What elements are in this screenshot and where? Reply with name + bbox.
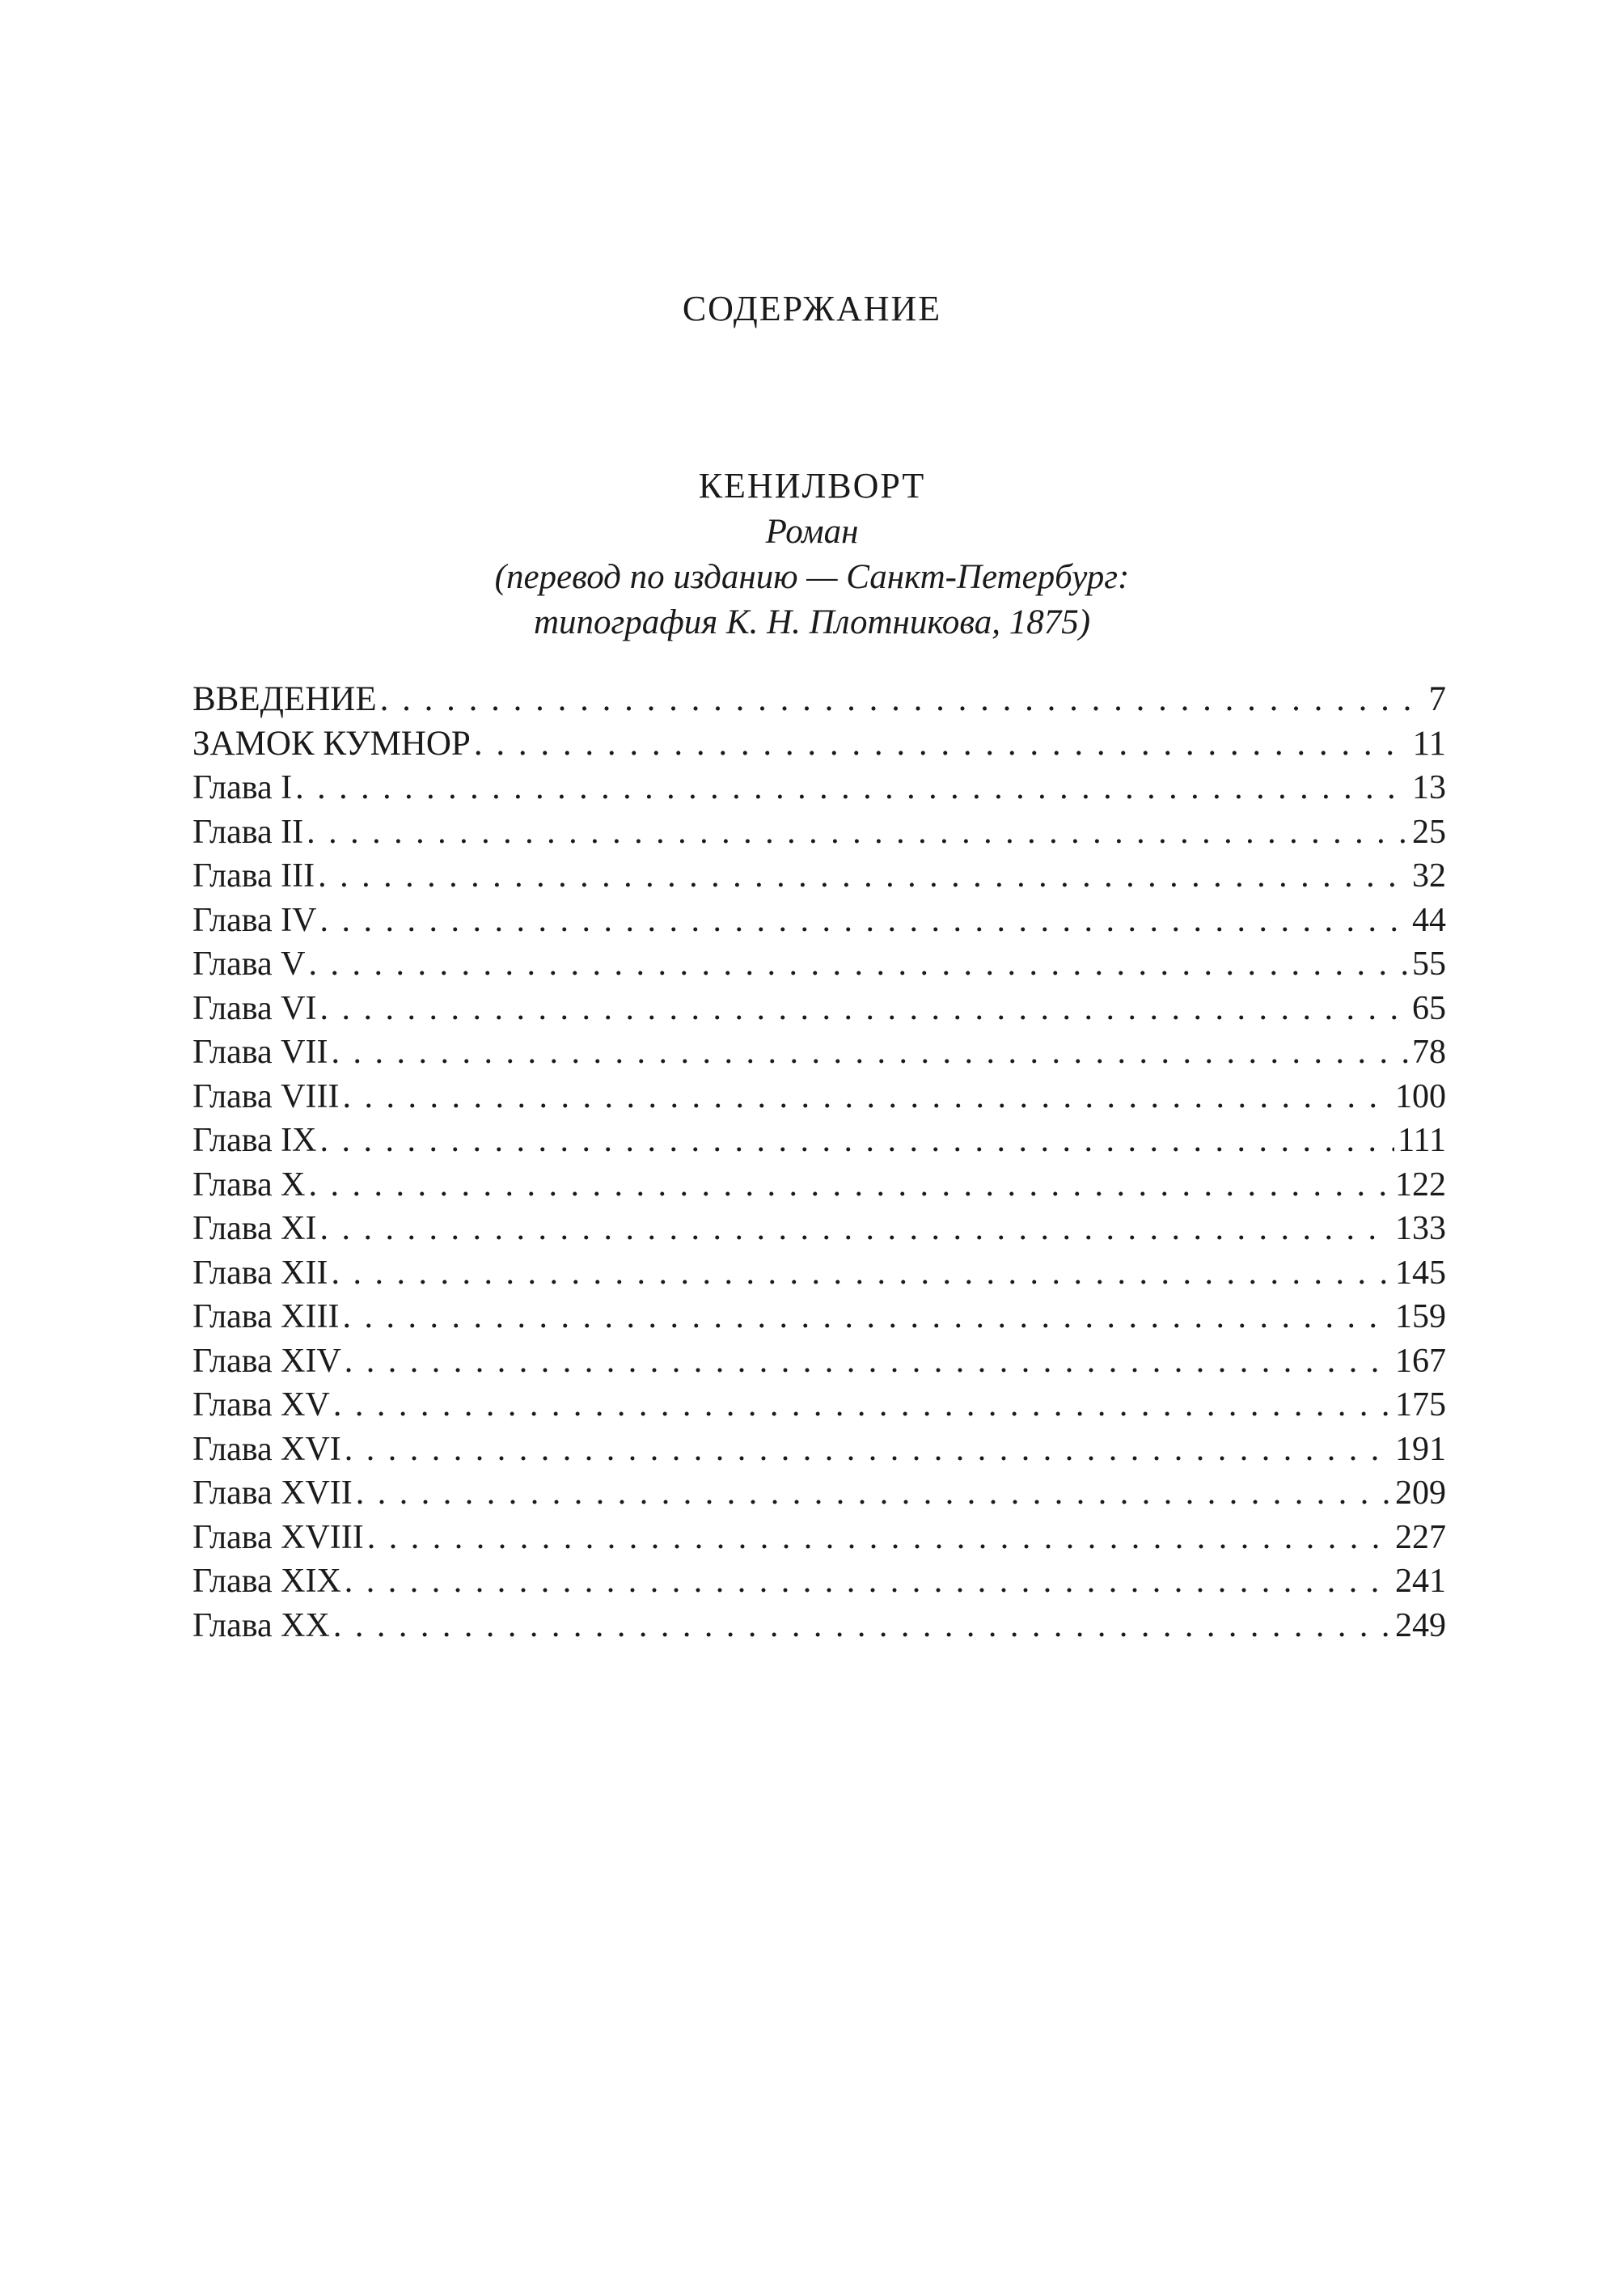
toc-entry-label: Глава XII <box>192 1254 328 1292</box>
toc-entry-page-number: 175 <box>1395 1386 1446 1424</box>
toc-dot-leader <box>307 810 1409 854</box>
toc-dot-leader <box>345 1559 1392 1603</box>
toc-entry[interactable] <box>192 1339 1446 1384</box>
toc-entry-label: Глава XIX <box>192 1563 341 1600</box>
toc-dot-leader <box>319 899 1409 942</box>
toc-entry-label: Глава III <box>192 857 315 895</box>
toc-entry-page-number: 191 <box>1395 1430 1446 1468</box>
toc-dot-leader <box>367 1516 1392 1559</box>
toc-entry-page-number: 122 <box>1395 1166 1446 1204</box>
toc-entry-page-number: 133 <box>1395 1210 1446 1247</box>
toc-dot-leader <box>318 854 1409 898</box>
toc-entry-label: Глава V <box>192 946 306 983</box>
toc-entry-label: Глава XV <box>192 1386 330 1424</box>
toc-entry[interactable] <box>192 854 1446 899</box>
toc-dot-leader <box>319 1207 1392 1250</box>
toc-entry[interactable] <box>192 1163 1446 1208</box>
toc-entry-page-number: 25 <box>1412 813 1446 851</box>
toc-entry-page-number: 78 <box>1412 1034 1446 1071</box>
toc-entry-page-number: 167 <box>1395 1342 1446 1380</box>
toc-entry-label: Глава IV <box>192 901 317 939</box>
toc-dot-leader <box>308 1163 1392 1207</box>
toc-entry-label: Глава I <box>192 769 293 806</box>
toc-entry-label: Глава XVIII <box>192 1518 364 1556</box>
toc-entry[interactable] <box>192 987 1446 1031</box>
toc-dot-leader <box>331 1251 1392 1295</box>
toc-dot-leader <box>380 678 1426 721</box>
toc-entry-label: Глава XIII <box>192 1298 340 1335</box>
toc-entry-page-number: 7 <box>1428 680 1446 718</box>
toc-entry[interactable] <box>192 1030 1446 1075</box>
toc-entry-label: Глава XX <box>192 1606 330 1644</box>
toc-entry-label: Глава XVII <box>192 1474 353 1512</box>
toc-entry-page-number: 209 <box>1395 1474 1446 1512</box>
toc-dot-leader <box>319 1119 1394 1162</box>
toc-dot-leader <box>345 1428 1392 1471</box>
toc-entry-label: ВВЕДЕНИЕ <box>192 680 377 718</box>
toc-entry[interactable] <box>192 1295 1446 1339</box>
toc-entry-page-number: 111 <box>1398 1122 1446 1159</box>
toc-entry[interactable] <box>192 1251 1446 1296</box>
toc-entry[interactable] <box>192 678 1446 722</box>
toc-entry-page-number: 32 <box>1412 857 1446 895</box>
toc-dot-leader <box>319 987 1409 1030</box>
toc-entry-page-number: 100 <box>1395 1077 1446 1115</box>
toc-entry[interactable] <box>192 766 1446 810</box>
toc-entry-label: Глава X <box>192 1166 306 1204</box>
work-note-line-2: типография К. Н. Плотникова, 1875) <box>533 603 1091 641</box>
toc-entry-page-number: 227 <box>1395 1518 1446 1556</box>
toc-dot-leader <box>295 766 1409 810</box>
toc-entry[interactable] <box>192 899 1446 943</box>
work-heading-block <box>0 463 1624 645</box>
toc-entry[interactable] <box>192 810 1446 855</box>
toc-entry-page-number: 65 <box>1412 989 1446 1027</box>
toc-entry[interactable] <box>192 1075 1446 1119</box>
toc-entry[interactable] <box>192 722 1446 767</box>
toc-dot-leader <box>345 1339 1392 1383</box>
toc-entry[interactable] <box>192 1428 1446 1472</box>
toc-entry-label: Глава XIV <box>192 1342 341 1380</box>
toc-entry-page-number: 145 <box>1395 1254 1446 1292</box>
toc-entry-label: Глава XVI <box>192 1430 341 1468</box>
toc-dot-leader <box>333 1383 1392 1427</box>
toc-entry-page-number: 249 <box>1395 1606 1446 1644</box>
toc-dot-leader <box>331 1030 1409 1074</box>
toc-entry[interactable] <box>192 942 1446 987</box>
toc-entry[interactable] <box>192 1604 1446 1648</box>
toc-dot-leader <box>333 1604 1392 1648</box>
toc-entry-label: Глава VII <box>192 1034 328 1071</box>
toc-entry[interactable] <box>192 1383 1446 1428</box>
toc-entry-label: Глава VI <box>192 989 317 1027</box>
toc-dot-leader <box>342 1295 1392 1339</box>
toc-entry[interactable] <box>192 1559 1446 1604</box>
toc-entry-label: Глава XI <box>192 1210 317 1247</box>
toc-entry[interactable] <box>192 1516 1446 1560</box>
work-note-line-1: (перевод по изданию — Санкт-Петербург: <box>494 558 1130 596</box>
work-genre: Роман <box>765 513 859 551</box>
table-of-contents <box>192 678 1446 1648</box>
toc-entry-label: ЗАМОК КУМНОР <box>192 724 471 763</box>
work-title: КЕНИЛВОРТ <box>698 466 926 506</box>
contents-heading: СОДЕРЖАНИЕ <box>682 289 942 328</box>
toc-entry[interactable] <box>192 1119 1446 1163</box>
toc-entry[interactable] <box>192 1207 1446 1251</box>
toc-entry-label: Глава VIII <box>192 1077 340 1115</box>
toc-entry-page-number: 55 <box>1412 946 1446 983</box>
toc-entry-page-number: 159 <box>1395 1298 1446 1335</box>
toc-dot-leader <box>342 1075 1392 1119</box>
toc-entry[interactable] <box>192 1471 1446 1516</box>
toc-dot-leader <box>356 1471 1392 1515</box>
toc-entry-page-number: 241 <box>1395 1563 1446 1600</box>
toc-entry-page-number: 13 <box>1412 769 1446 806</box>
toc-entry-label: Глава IX <box>192 1122 317 1159</box>
toc-dot-leader <box>474 722 1410 766</box>
toc-entry-page-number: 11 <box>1412 724 1446 763</box>
toc-entry-label: Глава II <box>192 813 304 851</box>
toc-dot-leader <box>308 942 1409 986</box>
toc-entry-page-number: 44 <box>1412 901 1446 939</box>
